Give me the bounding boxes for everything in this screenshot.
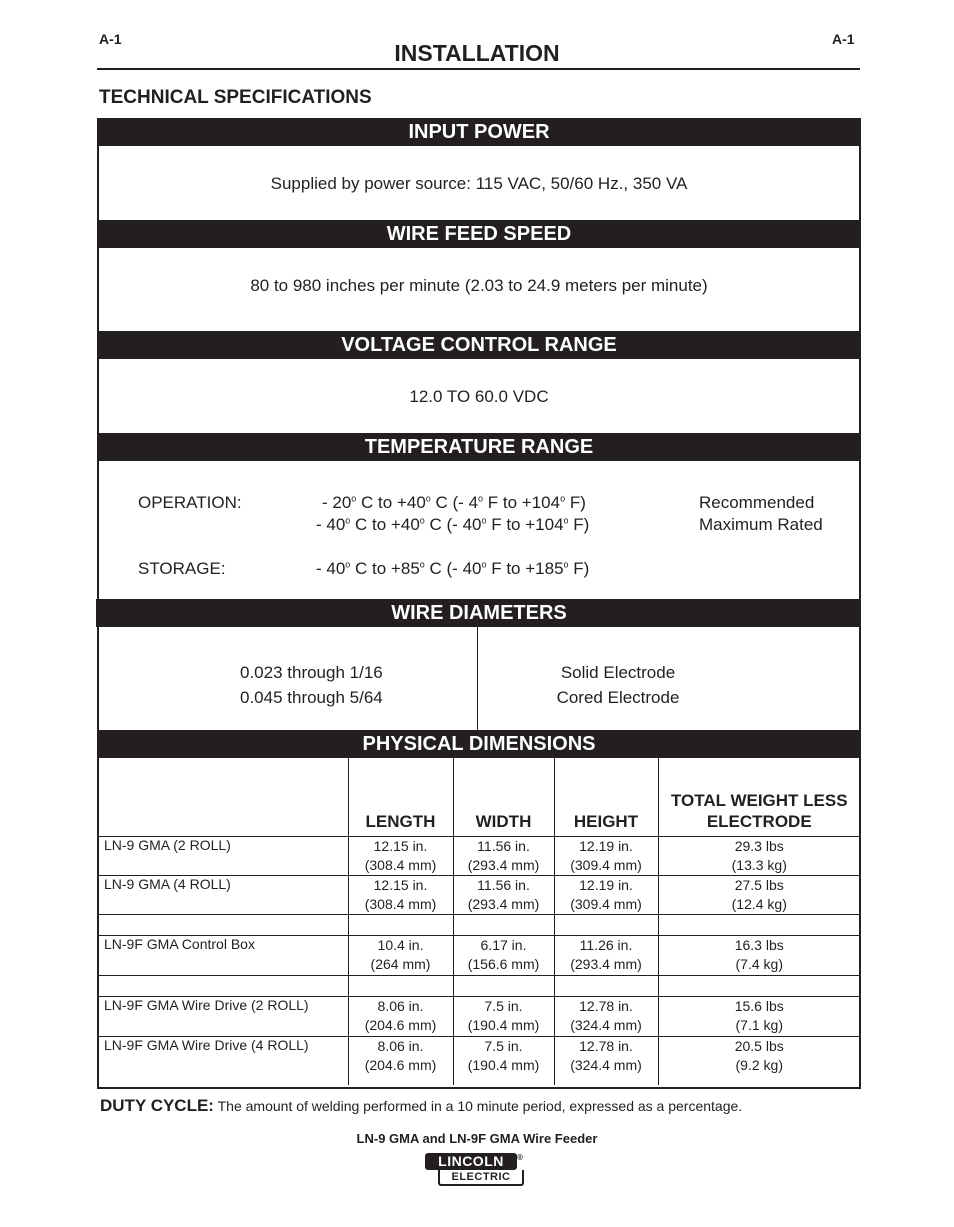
recommended-label: Recommended xyxy=(699,493,815,512)
degree-mark: o xyxy=(563,515,569,526)
wire-diameters-edge xyxy=(96,599,98,627)
dimensions-heading: PHYSICAL DIMENSIONS xyxy=(99,730,859,758)
degree-mark: o xyxy=(345,515,351,526)
lincoln-electric-logo xyxy=(425,1153,527,1189)
operation-label: OPERATION: xyxy=(138,493,242,512)
degree-mark: o xyxy=(560,493,566,504)
storage-range: - 40$^o$ C to $+85^o$ C (- 40$^o$ F to $+185^o$ F) xyxy=(316,559,590,578)
degree-mark: o xyxy=(563,559,569,570)
degree-mark: o xyxy=(481,515,487,526)
storage-label: STORAGE: xyxy=(138,559,226,578)
row-height: 12.78 in. (324.4 mm) xyxy=(554,996,658,1036)
registered-mark: ® xyxy=(517,1153,523,1162)
row-name: LN-9 GMA (2 ROLL) xyxy=(98,836,348,875)
table-row xyxy=(98,996,860,1036)
row-length: 12.15 in. (308.4 mm) xyxy=(348,836,453,875)
dimensions-table xyxy=(98,758,860,1085)
row-length: 8.06 in. (204.6 mm) xyxy=(348,996,453,1036)
spacer-row xyxy=(98,914,860,935)
wire-feed-text: 80 to 980 inches per minute (2.03 to 24.9 meters per minute) xyxy=(250,276,708,295)
row-height: 12.19 in. (309.4 mm) xyxy=(554,836,658,875)
footer-product-name: LN-9 GMA and LN-9F GMA Wire Feeder xyxy=(356,1131,598,1146)
wire-feed-heading: WIRE FEED SPEED xyxy=(99,220,859,248)
row-weight: 27.5 lbs (12.4 kg) xyxy=(658,875,860,914)
wire-type-1: Solid Electrode xyxy=(560,663,676,682)
page-number-right: A-1 xyxy=(832,31,855,47)
row-width: 6.17 in. (156.6 mm) xyxy=(453,935,554,975)
wire-size-2: 0.045 through 5/64 xyxy=(240,688,383,707)
wire-type-2: Cored Electrode xyxy=(556,688,680,707)
duty-cycle-text: The amount of welding performed in a 10 minute period, expressed as a percentage. xyxy=(217,1098,743,1114)
voltage-box xyxy=(97,331,861,435)
degree-mark: o xyxy=(419,559,425,570)
logo-top: LINCOLN xyxy=(425,1153,517,1170)
maximum-rated-label: Maximum Rated xyxy=(699,515,823,534)
temperature-heading: TEMPERATURE RANGE xyxy=(99,433,859,461)
row-width: 7.5 in. (190.4 mm) xyxy=(453,996,554,1036)
table-row xyxy=(98,935,860,975)
row-length: 12.15 in. (308.4 mm) xyxy=(348,875,453,914)
section-title: TECHNICAL SPECIFICATIONS xyxy=(99,87,372,108)
degree-mark: o xyxy=(478,493,484,504)
table-row xyxy=(98,1036,860,1085)
spacer-row xyxy=(98,975,860,996)
duty-cycle-note xyxy=(100,1096,742,1116)
page-title: INSTALLATION xyxy=(394,40,560,66)
duty-cycle-label: DUTY CYCLE: xyxy=(100,1096,214,1115)
voltage-heading: VOLTAGE CONTROL RANGE xyxy=(99,331,859,359)
row-width: 7.5 in. (190.4 mm) xyxy=(453,1036,554,1085)
row-length: 8.06 in. (204.6 mm) xyxy=(348,1036,453,1085)
row-name: LN-9F GMA Wire Drive (2 ROLL) xyxy=(98,996,348,1036)
wire-size-1: 0.023 through 1/16 xyxy=(240,663,383,682)
header-length: LENGTH xyxy=(348,758,453,836)
header-width: WIDTH xyxy=(453,758,554,836)
logo-bottom: ELECTRIC xyxy=(438,1170,524,1186)
row-height: 12.78 in. (324.4 mm) xyxy=(554,1036,658,1085)
voltage-text: 12.0 TO 60.0 VDC xyxy=(409,387,549,406)
input-power-heading: INPUT POWER xyxy=(99,118,859,146)
wire-type-list xyxy=(478,660,758,710)
title-rule xyxy=(97,68,860,70)
table-row xyxy=(98,875,860,914)
row-height: 12.19 in. (309.4 mm) xyxy=(554,875,658,914)
dimensions-header-row xyxy=(98,758,860,836)
operation-maximum-range: - 40$^o$ C to $+40^o$ C (- 40$^o$ F to $+104^o$ F) xyxy=(316,515,590,534)
table-row xyxy=(98,836,860,875)
degree-mark: o xyxy=(351,493,357,504)
row-weight: 16.3 lbs (7.4 kg) xyxy=(658,935,860,975)
page-number-left: A-1 xyxy=(99,31,122,47)
row-weight: 15.6 lbs (7.1 kg) xyxy=(658,996,860,1036)
degree-mark: o xyxy=(481,559,487,570)
header-height: HEIGHT xyxy=(554,758,658,836)
input-power-text: Supplied by power source: 115 VAC, 50/60 Hz., 350 VA xyxy=(270,174,688,193)
degree-mark: o xyxy=(425,493,431,504)
header-weight: TOTAL WEIGHT LESS ELECTRODE xyxy=(658,758,860,836)
wire-feed-box xyxy=(97,220,861,333)
input-power-box xyxy=(97,118,861,222)
row-name: LN-9 GMA (4 ROLL) xyxy=(98,875,348,914)
row-length: 10.4 in. (264 mm) xyxy=(348,935,453,975)
degree-mark: o xyxy=(419,515,425,526)
wire-diameters-heading: WIRE DIAMETERS xyxy=(99,599,859,627)
wire-size-list xyxy=(240,660,383,710)
operation-recommended-range: - 20$^o$ C to $+40^o$ C (- 4$^o$ F to $+104^o$ F) xyxy=(322,493,586,512)
row-name: LN-9F GMA Wire Drive (4 ROLL) xyxy=(98,1036,348,1085)
row-width: 11.56 in. (293.4 mm) xyxy=(453,836,554,875)
row-weight: 29.3 lbs (13.3 kg) xyxy=(658,836,860,875)
header-blank xyxy=(98,758,348,836)
row-weight: 20.5 lbs (9.2 kg) xyxy=(658,1036,860,1085)
row-name: LN-9F GMA Control Box xyxy=(98,935,348,975)
degree-mark: o xyxy=(345,559,351,570)
row-height: 11.26 in. (293.4 mm) xyxy=(554,935,658,975)
row-width: 11.56 in. (293.4 mm) xyxy=(453,875,554,914)
